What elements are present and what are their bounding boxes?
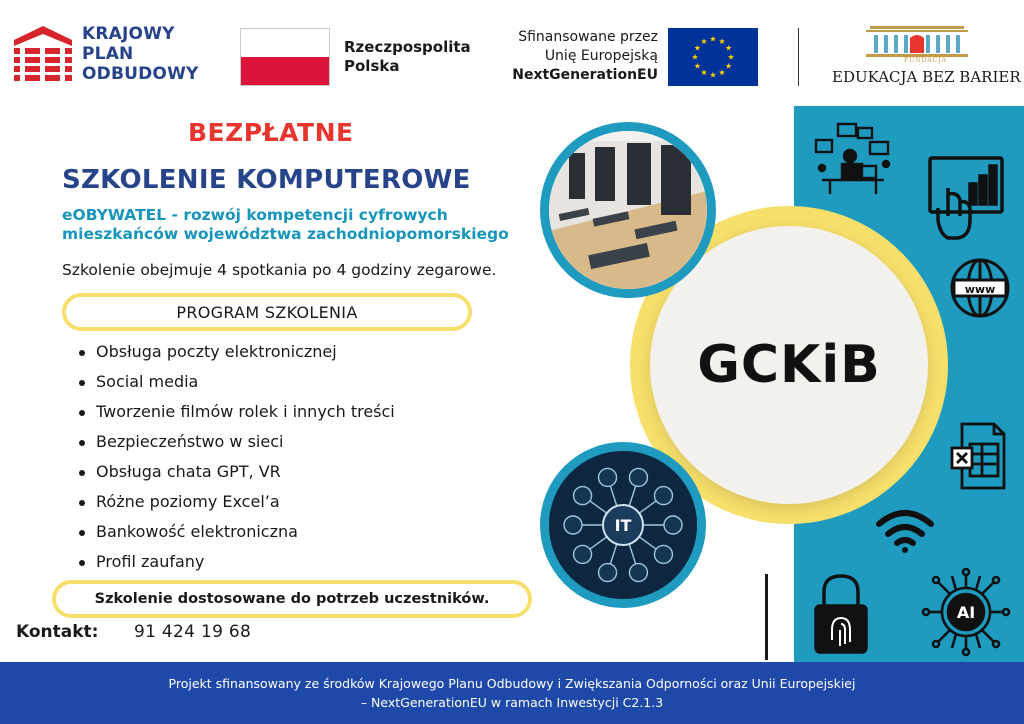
network-node-icon bbox=[654, 487, 672, 505]
network-node-icon bbox=[574, 545, 592, 563]
free-label: BEZPŁATNE bbox=[188, 118, 354, 147]
list-item: Obsługa poczty elektronicznej bbox=[78, 340, 395, 370]
kpo-logo-text: KRAJOWY PLAN ODBUDOWY bbox=[82, 24, 199, 84]
ebb-logo-text: EDUKACJA BEZ BARIER bbox=[832, 68, 1021, 86]
remote-work-icon bbox=[808, 122, 898, 196]
it-network-image bbox=[540, 442, 706, 608]
it-hub-icon bbox=[549, 451, 697, 599]
svg-text:www: www bbox=[964, 283, 996, 296]
network-node-icon bbox=[654, 545, 672, 563]
list-item: Profil zaufany bbox=[78, 550, 395, 580]
page-title: SZKOLENIE KOMPUTEROWE bbox=[62, 165, 471, 195]
ebb-building-logo-icon bbox=[862, 22, 972, 62]
decorative-divider bbox=[765, 574, 768, 660]
list-item: Tworzenie filmów rolek i innych treści bbox=[78, 400, 395, 430]
eu-funding-text: Sfinansowane przez Unię Europejską NextGenerationEU bbox=[512, 29, 658, 83]
polish-flag-icon bbox=[240, 28, 330, 86]
ebb-foundation-label: FUNDACJA bbox=[904, 57, 947, 64]
eu-flag-icon bbox=[668, 28, 758, 86]
svg-text:AI: AI bbox=[956, 603, 976, 622]
network-node-icon bbox=[599, 564, 617, 582]
kpo-logo-icon bbox=[14, 26, 72, 86]
footer-line-2: – NextGenerationEU w ramach Inwestycji C2.1.3 bbox=[360, 695, 664, 710]
course-subtitle: eOBYWATEL - rozwój kompetencji cyfrowych mieszkańców województwa zachodniopomorskiego bbox=[62, 206, 509, 243]
list-item: Bankowość elektroniczna bbox=[78, 520, 395, 550]
program-list bbox=[78, 340, 395, 580]
wifi-icon bbox=[874, 508, 936, 554]
list-item: Różne poziomy Excel’a bbox=[78, 490, 395, 520]
header-divider bbox=[798, 28, 799, 86]
ai-chip-icon bbox=[920, 566, 1012, 658]
computer-lab-illustration-icon bbox=[549, 131, 707, 289]
list-item: Obsługa chata GPT, VR bbox=[78, 460, 395, 490]
fingerprint-lock-icon bbox=[812, 572, 870, 656]
computer-lab-photo bbox=[540, 122, 716, 298]
network-node-icon bbox=[664, 516, 682, 534]
rzeczpospolita-logo-text: Rzeczpospolita Polska bbox=[344, 38, 471, 75]
funding-footer bbox=[0, 662, 1024, 724]
program-heading-pill bbox=[62, 293, 472, 331]
footer-line-1: Projekt sfinansowany ze środków Krajowego Planu Odbudowy i Zwiększania Odporności oraz Unii Europejskiej bbox=[168, 676, 856, 691]
www-globe-icon bbox=[948, 256, 1012, 320]
gckib-badge-text: GCKiB bbox=[697, 335, 881, 395]
network-node-icon bbox=[564, 516, 582, 534]
spreadsheet-icon bbox=[950, 420, 1008, 492]
it-hub-label: IT bbox=[614, 516, 632, 535]
touch-chart-icon bbox=[926, 154, 1006, 246]
network-node-icon bbox=[599, 468, 617, 486]
network-node-icon bbox=[574, 487, 592, 505]
contact-label: Kontakt: bbox=[16, 622, 99, 642]
contact-phone-link[interactable]: 91 424 19 68 bbox=[134, 622, 252, 642]
list-item: Bezpieczeństwo w sieci bbox=[78, 430, 395, 460]
network-node-icon bbox=[629, 564, 647, 582]
network-node-icon bbox=[629, 468, 647, 486]
adaptation-note-pill bbox=[52, 580, 532, 618]
program-heading: PROGRAM SZKOLENIA bbox=[176, 302, 358, 322]
adaptation-note: Szkolenie dostosowane do potrzeb uczestników. bbox=[94, 591, 490, 607]
course-duration-note: Szkolenie obejmuje 4 spotkania po 4 godziny zegarowe. bbox=[62, 261, 497, 279]
list-item: Social media bbox=[78, 370, 395, 400]
